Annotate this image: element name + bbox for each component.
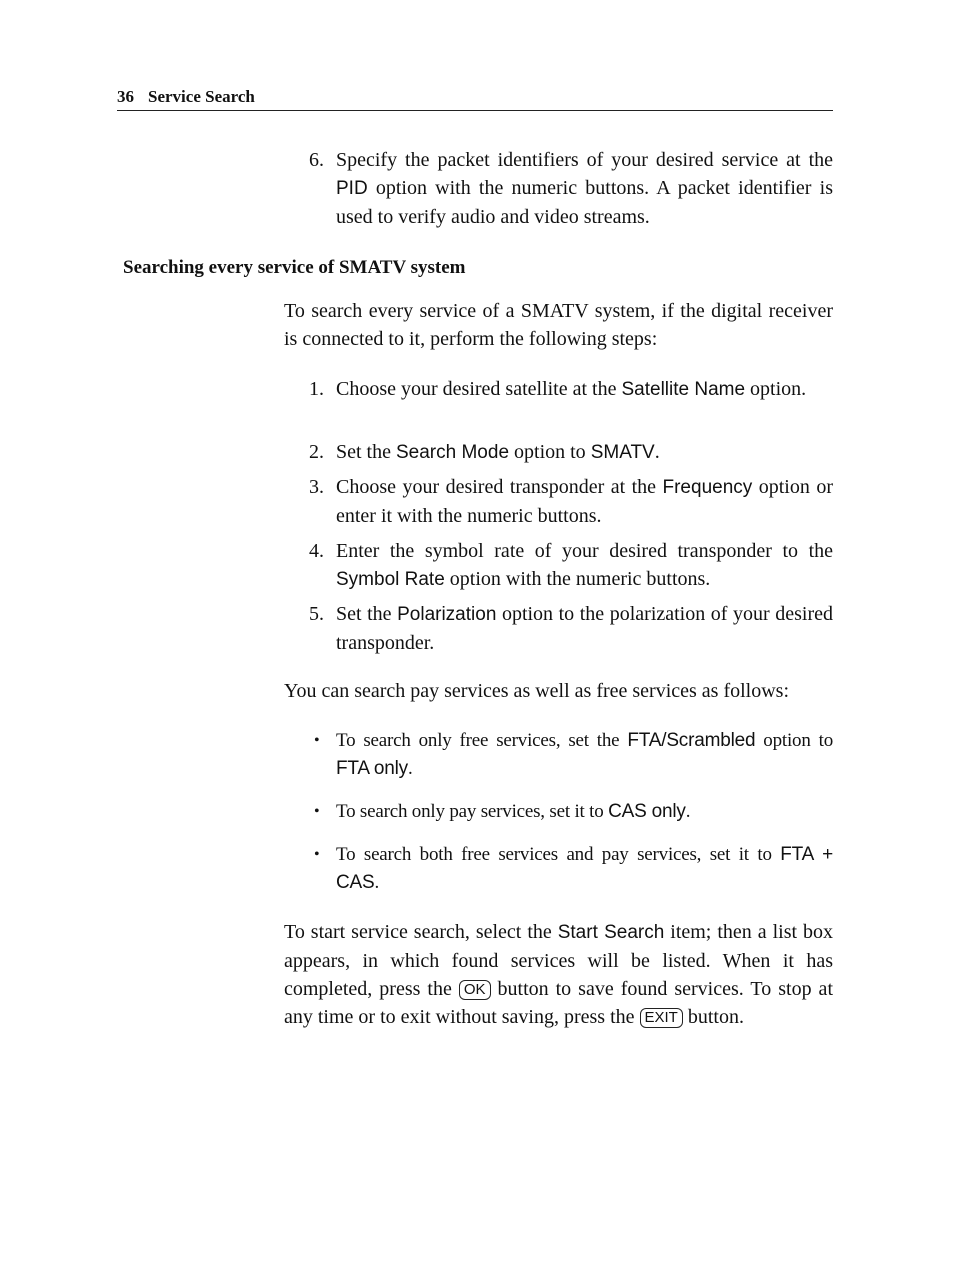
section-title: Service Search [148, 87, 255, 106]
running-header [117, 86, 833, 111]
bullet-item-pay: • To search only pay services, set it to CAS only. [309, 798, 833, 826]
list-item-step-6 [309, 146, 833, 231]
option-name: Polarization [397, 604, 497, 625]
bullet-mark: • [314, 803, 320, 820]
page-number: 36 [117, 87, 134, 106]
ok-key-label: OK [459, 980, 491, 1000]
option-name: FTA/Scrambled [627, 730, 756, 751]
option-value: FTA only [336, 758, 408, 779]
list-item-step-1: 1. Choose your desired satellite at the Satellite Name option. [309, 378, 807, 400]
intro-paragraph: To search every service of a SMATV system, if the digital receiver is connected to it, perform the following steps: [284, 300, 833, 350]
option-name: Symbol Rate [336, 569, 445, 590]
step-text: Specify the packet identifiers of your desired service at the PID option with the numeric buttons. A packet identifier is used to verify audio and video streams. [336, 149, 833, 228]
bullet-item-both: • To search both free services and pay services, set it to FTA + CAS. [309, 841, 833, 897]
option-name: Satellite Name [621, 379, 746, 400]
option-name: Search Mode [396, 442, 510, 463]
exit-key-label: EXIT [640, 1008, 683, 1028]
list-item-step-2: 2. Set the Search Mode option to SMATV. [309, 441, 660, 463]
section-subheading: Searching every service of SMATV system [123, 257, 466, 278]
step-number: 6. [309, 149, 324, 171]
pay-services-intro: You can search pay services as well as free services as follows: [284, 680, 790, 702]
list-item-step-3: 3. Choose your desired transponder at the Frequency option or enter it with the numeric buttons. [309, 476, 833, 527]
list-item-step-5: 5. Set the Polarization option to the polarization of your desired transponder. [309, 603, 833, 654]
bullet-item-free: • To search only free services, set the FTA/Scrambled option to FTA only. [309, 727, 833, 783]
option-name: Frequency [662, 477, 753, 498]
option-value: FTA + CAS [336, 844, 833, 893]
option-name: Start Search [557, 922, 665, 943]
bullet-mark: • [314, 846, 320, 863]
option-name: PID [336, 178, 368, 199]
option-value: CAS only [608, 801, 686, 822]
bullet-mark: • [314, 732, 320, 749]
option-value: SMATV [590, 442, 655, 463]
closing-paragraph: To start service search, select the Start Search item; then a list box appears, in which found services will be listed. When it has completed, press the OK button to save found services. To stop at any time or to exit without saving, press the EXIT button. [284, 921, 833, 1028]
list-item-step-4: 4. Enter the symbol rate of your desired transponder to the Symbol Rate option with the numeric buttons. [309, 540, 833, 590]
